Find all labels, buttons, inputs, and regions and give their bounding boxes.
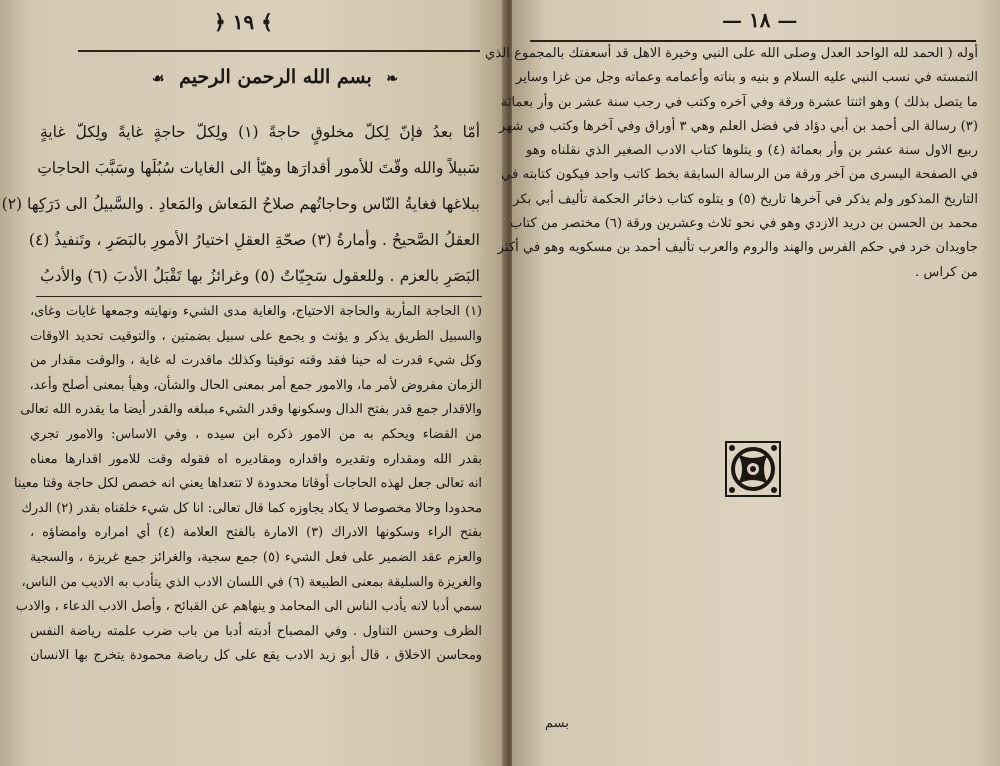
- text-line: محمد بن الحسن بن دريد الازدي وهو في نحو ثلاث وعشرين ورقة (٦) مختصر من كتاب: [510, 216, 978, 232]
- page-number: ﴿ ١٩ ﴾: [214, 10, 273, 34]
- basmala-heading: [110, 66, 440, 88]
- footnote-line: الظرف وحسن التناول . وفي المصباح أدبته أدبا من باب ضرب علمته رياضة النفس: [30, 623, 482, 639]
- text-line: جاويدان خرد في حكم الفرس والهند والروم والعرب تأليف أحمد بن مسكويه وهو في أكثر: [497, 240, 978, 256]
- text-line: ربيع الاول سنة عشر بن وأر بعمائة (٤) و يتلوها كتاب الادب الصغير الذي نقلناه وهو: [526, 143, 978, 159]
- text-line: من كراس .: [915, 264, 978, 280]
- text-line: التاريخ المذكور ولم يذكر في آخرها تاريخ (٥) و يتلوه كتاب ذخائر الحكمة تأليف أبي بكر: [513, 191, 978, 207]
- text-line: التمسته في نسب النبي عليه السلام و بنيه و بناته وأعمامه وعماته وجل من غزا وساير: [515, 70, 978, 86]
- text-line: البَصَرِ بالعزم . وللعقول سَجِيّاتٌ (٥) وغرائزُ بها تَقْبَلُ الأدبَ (٦) والأدبُ: [40, 267, 480, 285]
- footnote-line: بقدر الله ومقداره وتقديره واقداره ومقاديره اه فقوله وقت للامور اقدارها معناه: [30, 451, 482, 467]
- footnote-line: محدودا وحالا مخصوصا لا يكاد يجاوزه كما قال تعالى: انا كل شيء خلقناه بقدر (٢) الدرك: [21, 500, 482, 516]
- text-line: سَبيلاً والله وقّتَ للأمور أقدارَها وهيّأ الى الغايات سُبُلَها وسَبَّبَ الحاجاتِ: [37, 159, 480, 177]
- text-line: في الصفحة اليسرى من آخر ورقة من الرسالة السابقة بخط كاتب واحد فيكون كتابته في: [501, 167, 978, 183]
- footnote-line: والاقدار جمع قدر بفتح الدال وسكونها وقدر الشيء مبلغه والقدر أيضا ما يقدره الله تعالى: [20, 402, 482, 418]
- ornament-icon: [724, 440, 782, 498]
- text-line: ببلاغها فغايةُ النّاس وحاجاتُهم صلاحُ المَعاش والمَعادِ . والسَّبيلُ الى دَرَكِها (٢): [1, 195, 480, 213]
- basmala-text: بسم الله الرحمن الرحيم: [179, 66, 372, 88]
- footnote-line: (١) الحاجة المأربة والحاجة الاحتياج، والغاية مدى الشيء ونهايته وجمعها غايات وغاى،: [30, 304, 482, 319]
- footnotes: [14, 300, 482, 669]
- footnote-line: والعزم عقد الضمير على فعل الشيء (٥) جمع سجية، والغرائز جمع غريزة ، والسجية: [30, 549, 482, 565]
- footnote-line: انه تعالى جعل لهذه الحاجات أوقاتا محدودة لا تتعداها يعني انه خصص لكل حاجة وقتا معينا: [14, 476, 482, 492]
- ornament-icon: ❧: [386, 71, 399, 87]
- text-line: ما يتصل بذلك ) وهو اثنتا عشرة ورقة وفي آخره وكتب في رجب سنة عشر بن وأر بعمائة: [500, 94, 978, 110]
- header-rule: [78, 50, 480, 52]
- text-line: أوله ( الحمد لله الواحد العدل وصلى الله على النبي وخيرة الاهل قد أسعفتك بالمجموع الذي: [485, 46, 978, 61]
- footnote-line: من القضاء ويحكم به من الامور ذكره ابن سيده ، وفي الاساس: والامور تجري: [30, 426, 482, 442]
- footnote-line: بفتح الراء وسكونها الادراك (٣) الامارة بالفتح العلامة (٤) أي امراره وامضاؤه ،: [30, 525, 482, 541]
- right-page: [485, 0, 1000, 766]
- footnote-line: وكل شيء قدرت له حينا فقد وقته توقيتا وكذلك ماقدرت له غاية ، والوقت مقدار من: [30, 353, 482, 369]
- ornament-icon: ☙: [151, 71, 165, 87]
- footnote-line: سمي أدبا لانه يأدب الناس الى المحامد و ينهاهم عن القبائح ، وأصل الادب الدعاء ، والادب: [15, 599, 482, 615]
- catchword: بسم: [545, 716, 569, 731]
- footnote-line: والغريزة والسليقة بمعنى الطبيعة (٦) في اللسان الادب الذي يتأدب به الاديب من الناس،: [21, 574, 482, 590]
- footnote-line: والسبيل الطريق يذكر و يؤنث و يجمع على سبيل بضمتين ، والتوقيت تحديد الاوقات: [30, 328, 482, 344]
- main-text: [1, 114, 481, 294]
- text-line: العقلُ الصَّحيحُ . وأمارةُ (٣) صحّةِ العقلِ اختيارُ الأمورِ بالبَصَرِ ، وتَنفيذُ (٤): [28, 231, 480, 249]
- page-number: — ١٨ —: [722, 8, 798, 32]
- body-text: [485, 42, 978, 285]
- text-line: أمّا بعدُ فإنّ لِكلّ مخلوقٍ حاجةً (١) ولِكلّ حاجةٍ غايةً ولِكلّ غايةٍ: [40, 123, 481, 141]
- text-line: (٣) رسالة الى أحمد بن أبي دؤاد في فضل العلم وهي ٣ أوراق وفي آخرها وكتب في شهر: [499, 118, 978, 134]
- footnote-line: الزمان مفروض لأمر ما، والامور جمع أمر بمعنى الحال والشأن، وهيأ بمعنى أصلح وأعد،: [29, 377, 482, 393]
- footnote-line: ومحاسن الاخلاق ، قال أبو زيد الادب يقع على كل رياضة محمودة يتخرج بها الانسان: [30, 648, 482, 664]
- footnote-rule: [36, 296, 482, 297]
